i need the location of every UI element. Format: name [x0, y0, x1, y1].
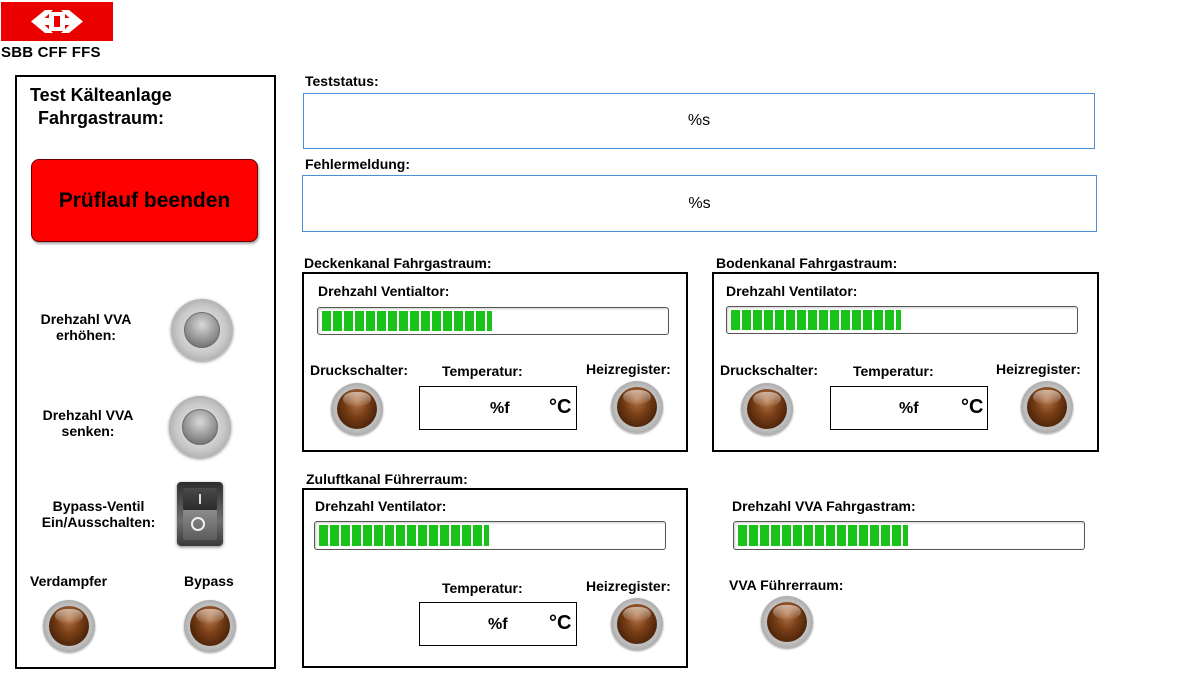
driver-temp-value: %f	[488, 616, 508, 633]
vva-driver-lamp	[761, 596, 813, 648]
bypass-lamp-label: Bypass	[184, 573, 234, 589]
floor-fan-label: Drehzahl Ventilator:	[726, 283, 858, 299]
error-message-label: Fehlermeldung:	[305, 156, 411, 172]
ceiling-pressure-lamp	[331, 383, 383, 435]
driver-temp-label: Temperatur:	[442, 580, 523, 596]
ceiling-fan-speed-fill	[322, 311, 492, 331]
panel-title-line1: Test Kälteanlage	[30, 85, 172, 105]
test-status-field: %s	[303, 93, 1095, 149]
increase-speed-button[interactable]	[171, 299, 233, 361]
swiss-cross-arrows-icon	[1, 2, 113, 41]
bypass-valve-switch[interactable]	[177, 482, 223, 546]
vva-passenger-label: Drehzahl VVA Fahrgastram:	[732, 498, 916, 514]
driver-temp-unit: °C	[549, 612, 572, 634]
ceiling-pressure-label: Druckschalter:	[310, 362, 409, 378]
increase-speed-label-line2: erhöhen:	[56, 327, 116, 343]
floor-temp-display	[830, 386, 988, 430]
floor-heater-label: Heizregister:	[996, 361, 1081, 377]
driver-temp-display	[419, 602, 577, 646]
decrease-speed-label-line1: Drehzahl VVA	[42, 407, 134, 423]
vva-driver-label: VVA Führerraum:	[729, 577, 844, 593]
bypass-valve-label-line1: Bypass-Ventil	[52, 498, 145, 514]
evaporator-label: Verdampfer	[30, 573, 108, 589]
driver-fan-speed-bar	[314, 521, 666, 550]
bypass-valve-label-line2: Ein/Ausschalten:	[41, 514, 156, 530]
bypass-indicator-lamp	[184, 600, 236, 652]
end-test-button[interactable]: Prüflauf beenden	[31, 159, 258, 242]
ceiling-heater-lamp	[611, 381, 663, 433]
ceiling-temp-value: %f	[490, 400, 510, 417]
panel-title-line2: Fahrgastraum:	[38, 108, 165, 128]
error-message-field: %s	[302, 175, 1097, 232]
floor-pressure-lamp	[741, 383, 793, 435]
decrease-speed-label-line2: senken:	[61, 423, 115, 439]
floor-heater-lamp	[1021, 381, 1073, 433]
floor-fan-speed-bar	[726, 306, 1078, 334]
floor-duct-title: Bodenkanal Fahrgastraum:	[716, 255, 898, 271]
ceiling-heater-label: Heizregister:	[586, 361, 671, 377]
increase-speed-label	[30, 311, 142, 343]
decrease-speed-button[interactable]	[169, 396, 231, 458]
ceiling-fan-label: Drehzahl Ventialtor:	[318, 283, 450, 299]
evaporator-indicator-lamp	[43, 600, 95, 652]
driver-duct-title: Zuluftkanal Führerraum:	[306, 471, 468, 487]
test-status-label: Teststatus:	[305, 73, 379, 89]
switch-off-icon	[191, 517, 205, 531]
ceiling-temp-display	[419, 386, 577, 430]
floor-temp-unit: °C	[961, 396, 984, 418]
vva-passenger-speed-bar	[733, 521, 1085, 550]
driver-heater-lamp	[611, 598, 663, 650]
driver-fan-label: Drehzahl Ventilator:	[315, 498, 447, 514]
vva-passenger-speed-fill	[738, 525, 908, 546]
decrease-speed-label	[32, 407, 144, 439]
floor-pressure-label: Druckschalter:	[720, 362, 819, 378]
ceiling-temp-unit: °C	[549, 396, 572, 418]
ceiling-fan-speed-bar	[317, 307, 669, 335]
driver-fan-speed-fill	[319, 525, 489, 546]
floor-temp-label: Temperatur:	[853, 363, 934, 379]
ceiling-temp-label: Temperatur:	[442, 363, 523, 379]
floor-temp-value: %f	[899, 400, 919, 417]
sbb-logo	[1, 2, 113, 41]
floor-fan-speed-fill	[731, 310, 901, 330]
logo-text: SBB CFF FFS	[1, 44, 101, 61]
bypass-valve-label	[26, 498, 171, 530]
increase-speed-label-line1: Drehzahl VVA	[40, 311, 132, 327]
driver-heater-label: Heizregister:	[586, 578, 671, 594]
switch-on-icon	[199, 494, 201, 504]
ceiling-duct-title: Deckenkanal Fahrgastraum:	[304, 255, 492, 271]
